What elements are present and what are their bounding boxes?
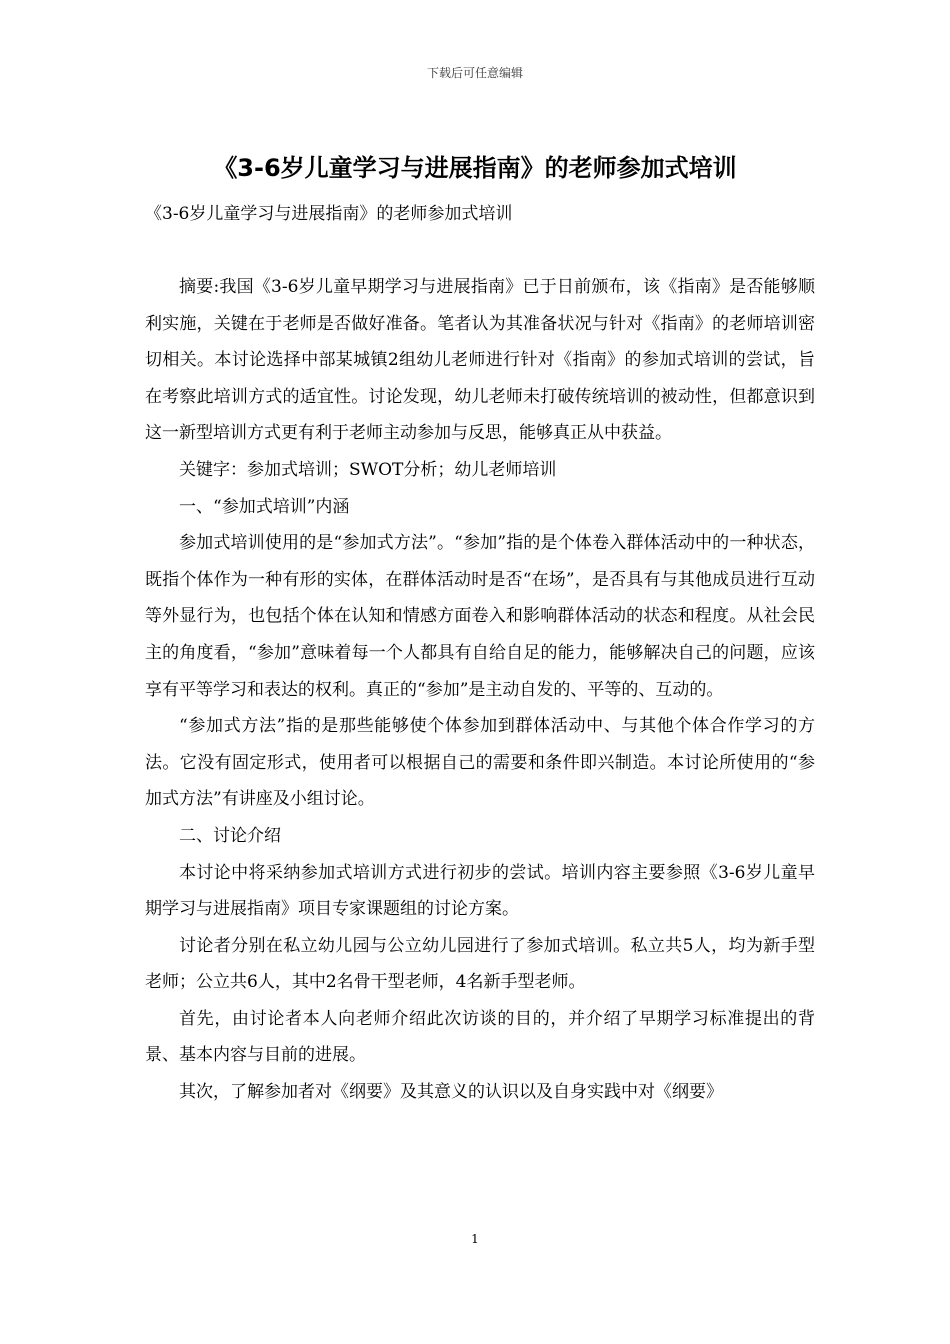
body-paragraph: 本讨论中将采纳参加式培训方式进行初步的尝试。培训内容主要参照《3-6岁儿童早期学习与进展指南》项目专家课题组的讨论方案。: [145, 862, 815, 920]
abstract-paragraph: 摘要:我国《3-6岁儿童早期学习与进展指南》已于日前颁布，该《指南》是否能够顺利实施，关键在于老师是否做好准备。笔者认为其准备状况与针对《指南》的老师培训密切相关。本讨论选择中部某城镇2组幼儿老师进行针对《指南》的参加式培训的尝试，旨在考察此培训方式的适宜性。讨论发现，幼儿老师未打破传统培训的被动性，但都意识到这一新型培训方式更有利于老师主动参加与反思，能够真正从中获益。: [145, 277, 815, 444]
body-paragraph: 讨论者分别在私立幼儿园与公立幼儿园进行了参加式培训。私立共5人，均为新手型老师；公立共6人，其中2名骨干型老师，4名新手型老师。: [145, 935, 815, 993]
document-body: [145, 269, 815, 1111]
document-title: 《3-6岁儿童学习与进展指南》的老师参加式培训: [213, 154, 737, 182]
page-header-note: 下载后可任意编辑: [426, 66, 523, 80]
section-heading-2: 二、讨论介绍: [179, 825, 281, 846]
document-subtitle: 《3-6岁儿童学习与进展指南》的老师参加式培训: [145, 204, 513, 224]
body-paragraph: 参加式培训使用的是“参加式方法”。“参加”指的是个体卷入群体活动中的一种状态，既指个体作为一种有形的实体，在群体活动时是否“在场”，是否具有与其他成员进行互动等外显行为，也包括个体在认知和情感方面卷入和影响群体活动的状态和程度。从社会民主的角度看，“参加”意味着每一个人都具有自给自足的能力，能够解决自己的问题，应该享有平等学习和表达的权利。真正的“参加”是主动自发的、平等的、互动的。: [145, 533, 815, 700]
section-heading-1: 一、“参加式培训”内涵: [179, 496, 350, 517]
body-paragraph: 其次，了解参加者对《纲要》及其意义的认识以及自身实践中对《纲要》: [179, 1082, 723, 1103]
body-paragraph: 首先，由讨论者本人向老师介绍此次访谈的目的，并介绍了早期学习标准提出的背景、基本内容与目前的进展。: [145, 1008, 815, 1066]
body-paragraph: “参加式方法”指的是那些能够使个体参加到群体活动中、与其他个体合作学习的方法。它没有固定形式，使用者可以根据自己的需要和条件即兴制造。本讨论所使用的“参加式方法”有讲座及小组讨论。: [145, 716, 815, 810]
page-number: 1: [471, 1232, 479, 1246]
keywords-paragraph: 关键字：参加式培训；SWOT分析；幼儿老师培训: [179, 459, 557, 480]
